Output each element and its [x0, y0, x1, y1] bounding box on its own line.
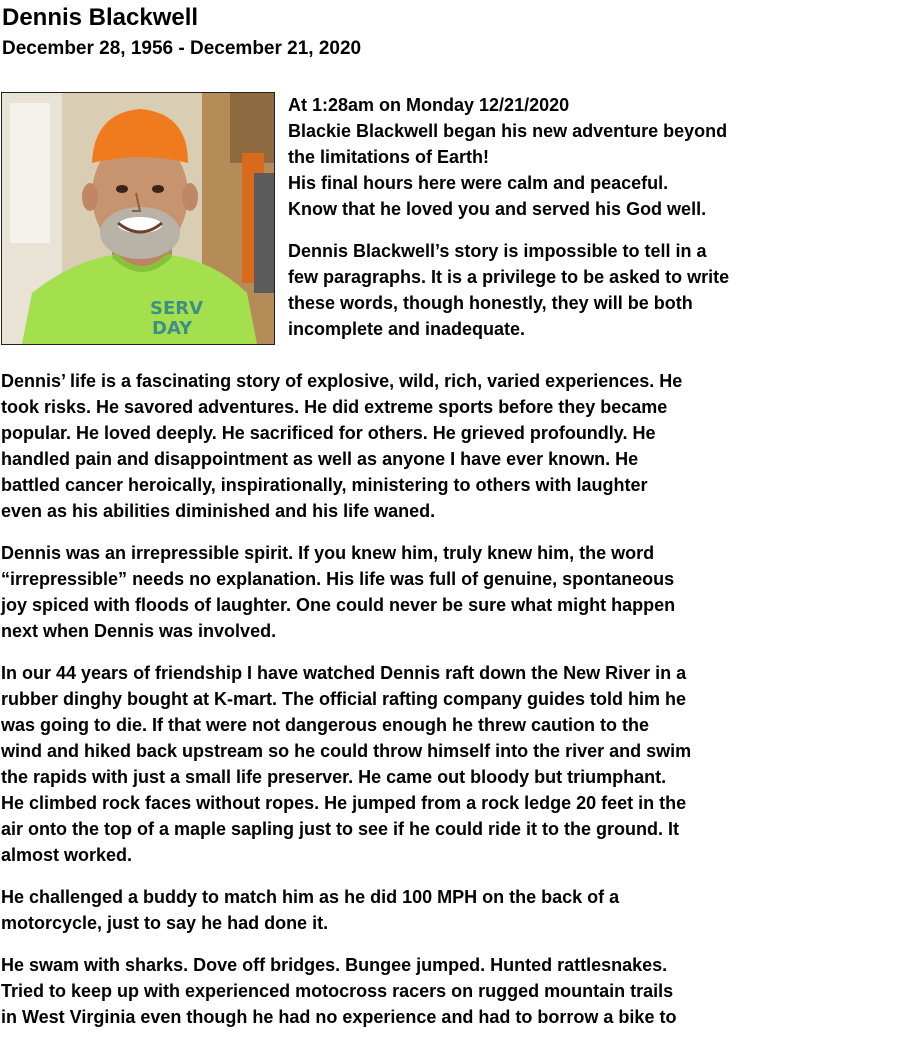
intro-line: His final hours here were calm and peaceful.: [288, 173, 669, 193]
body-line: joy spiced with floods of laughter. One could never be sure what might happen: [1, 595, 676, 615]
body-line: air onto the top of a maple sapling just to see if he could ride it to the ground. It: [1, 819, 680, 839]
intro-line: At 1:28am on Monday 12/21/2020: [288, 95, 570, 115]
body-line: “irrepressible” needs no explanation. His life was full of genuine, spontaneous: [1, 569, 675, 589]
intro-paragraph-line: these words, though honestly, they will be both: [288, 293, 693, 313]
intro-line: the limitations of Earth!: [288, 147, 490, 167]
body-line: handled pain and disappointment as well as anyone I have ever known. He: [1, 449, 639, 469]
body-line: He challenged a buddy to match him as he did 100 MPH on the back of a: [1, 887, 620, 907]
body-line: Dennis’ life is a fascinating story of explosive, wild, rich, varied experiences. He: [1, 371, 683, 391]
body-line: In our 44 years of friendship I have watched Dennis raft down the New River in a: [1, 663, 687, 683]
intro-paragraph-line: Dennis Blackwell’s story is impossible to tell in a: [288, 241, 707, 261]
body-line: Tried to keep up with experienced motocross racers on rugged mountain trails: [1, 981, 674, 1001]
shirt-logo-text-1: SERV: [150, 298, 204, 319]
body-line: Dennis was an irrepressible spirit. If you knew him, truly knew him, the word: [1, 543, 655, 563]
body-line: popular. He loved deeply. He sacrificed for others. He grieved profoundly. He: [1, 423, 656, 443]
body-line: almost worked.: [1, 845, 133, 865]
body-line: battled cancer heroically, inspirationally, ministering to others with laughter: [1, 475, 648, 495]
body-paragraph: [1, 952, 841, 1030]
body-paragraph: [1, 368, 841, 524]
life-dates: December 28, 1956 - December 21, 2020: [2, 38, 362, 59]
body-line: was going to die. If that were not dangerous enough he threw caution to the: [1, 715, 650, 735]
portrait-illustration: [2, 93, 274, 344]
body-line: He swam with sharks. Dove off bridges. Bungee jumped. Hunted rattlesnakes.: [1, 955, 668, 975]
intro-line: Know that he loved you and served his God well.: [288, 199, 707, 219]
intro-paragraph-line: incomplete and inadequate.: [288, 319, 526, 339]
body-line: the rapids with just a small life preserver. He came out bloody but triumphant.: [1, 767, 667, 787]
body-paragraph: [1, 660, 841, 868]
portrait-photo: [1, 92, 275, 345]
body-line: motorcycle, just to say he had done it.: [1, 913, 329, 933]
body-paragraph: [1, 540, 841, 644]
page-title: Dennis Blackwell: [2, 4, 199, 31]
body-line: wind and hiked back upstream so he could throw himself into the river and swim: [1, 741, 692, 761]
body-line: rubber dinghy bought at K-mart. The official rafting company guides told him he: [1, 689, 687, 709]
intro-section: [288, 92, 848, 358]
intro-paragraph: [288, 238, 848, 342]
body-line: took risks. He savored adventures. He did extreme sports before they became: [1, 397, 668, 417]
body-line: in West Virginia even though he had no experience and had to borrow a bike to: [1, 1007, 677, 1027]
intro-line: Blackie Blackwell began his new adventure beyond: [288, 121, 728, 141]
obituary-body: [1, 368, 841, 1046]
shirt-logo-text-2: DAY: [152, 318, 193, 339]
intro-paragraph-line: few paragraphs. It is a privilege to be asked to write: [288, 267, 730, 287]
body-paragraph: [1, 884, 841, 936]
body-line: even as his abilities diminished and his life waned.: [1, 501, 436, 521]
body-line: next when Dennis was involved.: [1, 621, 277, 641]
body-line: He climbed rock faces without ropes. He jumped from a rock ledge 20 feet in the: [1, 793, 687, 813]
intro-announcement: [288, 92, 848, 222]
